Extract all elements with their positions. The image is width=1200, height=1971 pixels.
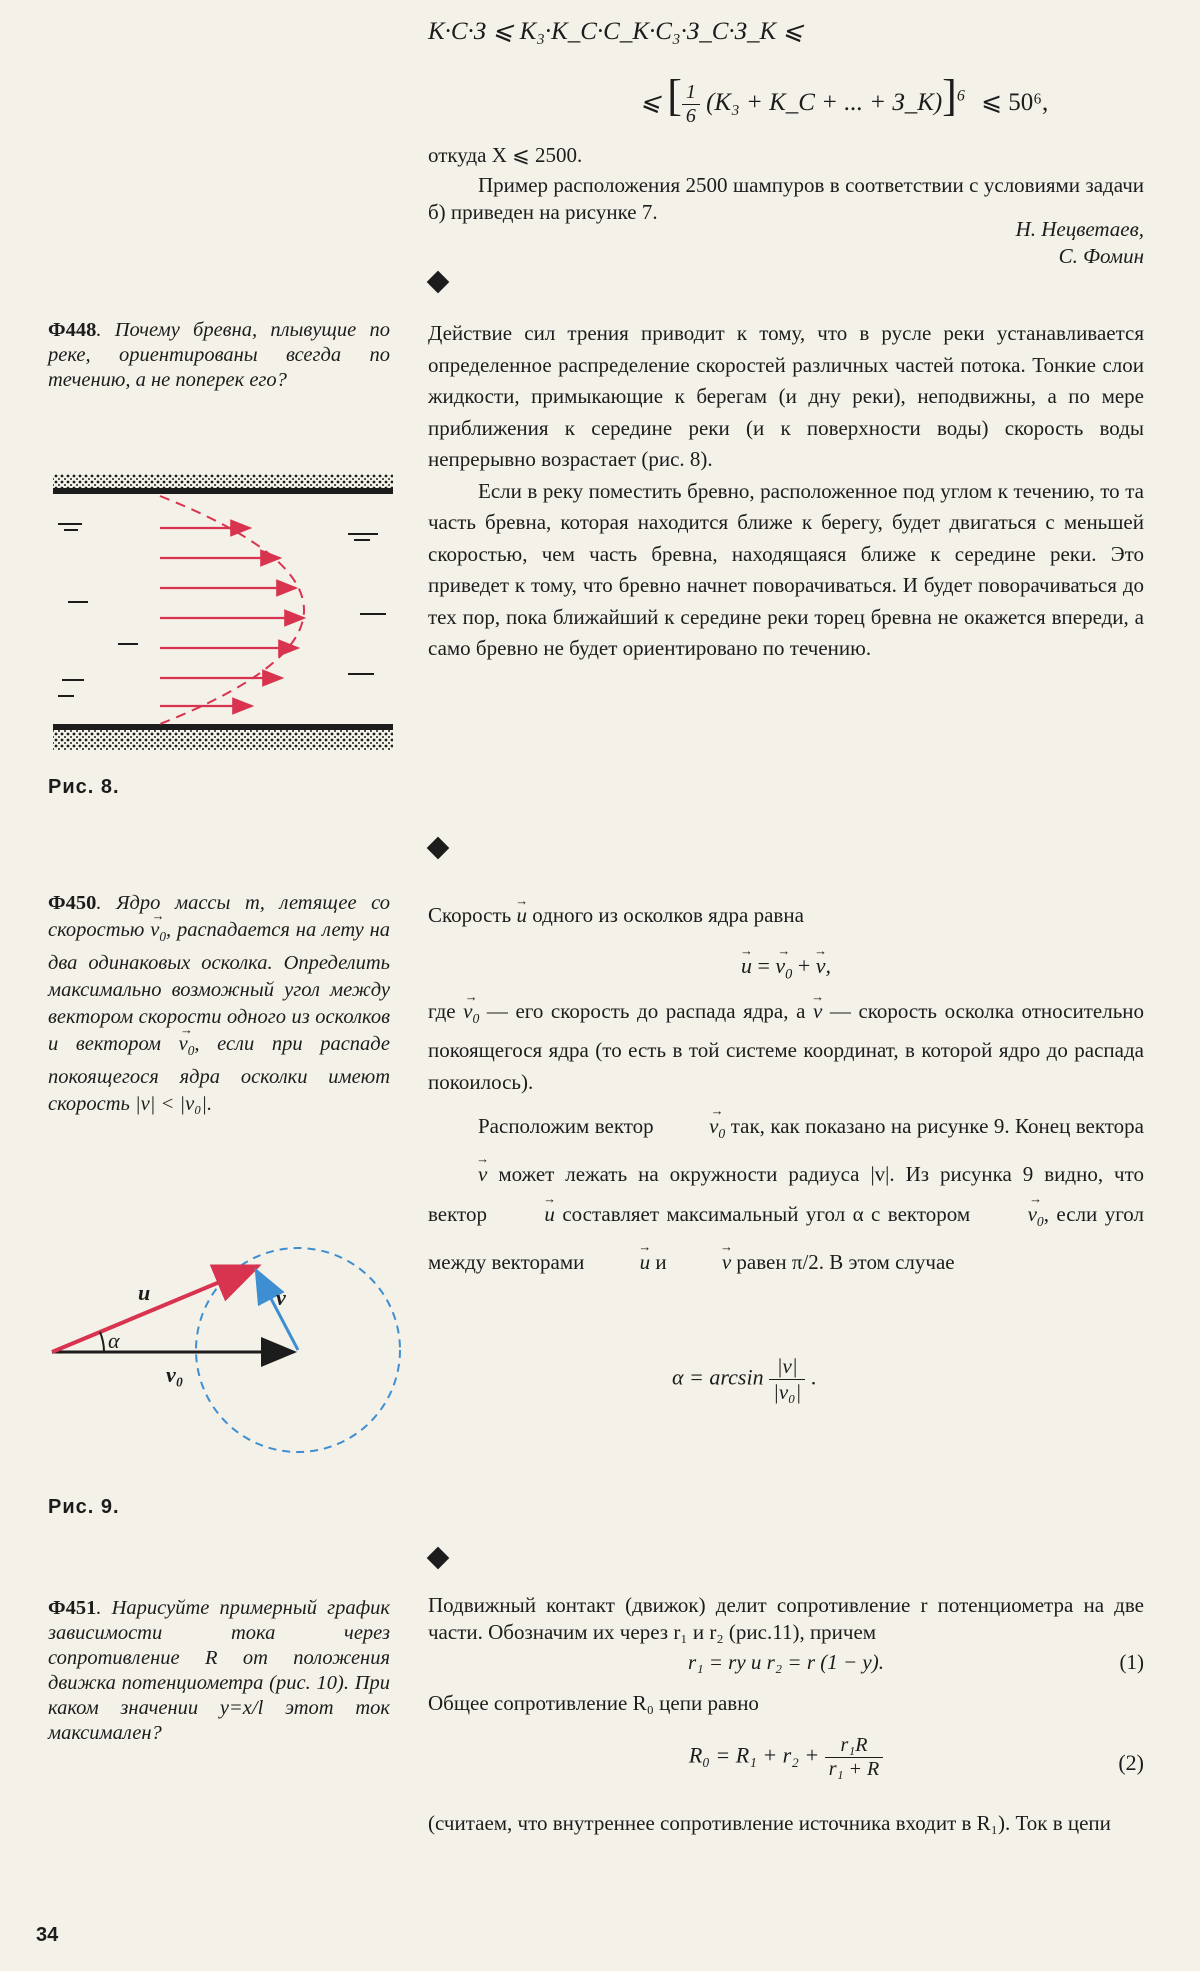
f448-question [48,318,390,393]
authors [900,216,1144,270]
f450-answer [428,900,1144,1282]
label-alpha: α [108,1328,120,1353]
top-formula-line2: ⩽ [ $\frac{1}{6}$ (К₃ + К_С + ... + З_К)]$^6$ ⩽ 50⁶, [640,71,1049,127]
river-bank-bottom [53,724,393,750]
equation-1: r₁ = ry и r₂ = r (1 − y). (1) [688,1650,1144,1674]
f451-question-text: . Нарисуйте примерный график зависимости тока через сопротивление R от положения движка потенциометра (рис. 10). При каком значении y=x/l этот ток максимален? [48,1597,390,1744]
f451-answer-p2: Общее сопротивление R₀ цепи равно [428,1691,759,1715]
f448-question-text: . Почему бревна, плывущие по реке, ориентированы всегда по течению, а не поперек его? [48,319,390,391]
f448-answer [428,318,1144,665]
formula-sum: (К₃ + К_С + ... + З_К) [706,89,943,116]
figure-8-river [48,474,398,754]
equation-alpha: α = arcsin $\frac{|v|}{\text{|v₀|}}$ . [672,1354,817,1404]
label-v: v [276,1285,286,1310]
angle-alpha-arc [100,1332,104,1352]
f451-answer-p1: Подвижный контакт (движок) делит сопротивление r потенциометра на две части. Обозначим их через r₁ и r₂ (рис.11), причем [428,1593,1144,1644]
section-diamond-2 [427,837,450,860]
f451-question [48,1596,390,1746]
vector-v-arrow [256,1270,298,1350]
label-u: u [138,1280,151,1305]
example-paragraph: Пример расположения 2500 шампуров в соответствии с условиями задачи б) приведен на рисунке 7. [428,172,1144,224]
figure-9-vectors [48,1240,408,1470]
river-bank-top [53,474,393,494]
f451-number: Ф451 [48,1597,97,1619]
f448-answer-p2: Если в реку поместить бревно, расположенное под углом к течению, то та часть бревна, которая находится ближе к берегу, будет двигаться с меньшей скоростью, чем часть бревна, находящаяся ближе к середине реки. Это приведет к тому, что бревно начнет поворачиваться. И будет поворачиваться до тех пор, пока ближайший к середине реки торец бревна не окажется впереди, а само бревно не будет ориентировано по течению. [428,478,1144,660]
f448-number: Ф448 [48,319,97,341]
vector-u: → u [517,900,528,932]
figure-9-caption: Рис. 9. [48,1496,120,1518]
f448-answer-p1: Действие сил трения приводит к тому, что в русле реки устанавливается определенное распределение скоростей различных частей потока. Тонкие слои жидкости, примыкающие к берегам (и дну реки), неподвижны, а по мере приближения к середине реки (и к поверхности воды) скорость воды непрерывно возрастает (рис. 8). [428,321,1144,471]
top-text-block [428,140,1144,226]
top-formula-line1: К·С·З ⩽ К₃·К_С·С_К·С₃·З_С·З_К ⩽ [428,18,804,45]
section-diamond-3 [427,1547,450,1570]
f450-answer-p2: где → $v_0$ — его скорость до распада ядра, а → v — скорость осколка относительно покоящегося ядра (то есть в той системе координат, в которой ядро до распада покоилось). [428,996,1144,1098]
equation-u: → u = → $v_0$ + → v, [428,950,1144,991]
page-number: 34 [36,1924,59,1946]
vector-u-arrow [52,1266,258,1352]
section-diamond-1 [427,271,450,294]
formula-fraction: $\frac{1}{6}$ [682,81,700,128]
f450-answer-line1: Скорость → u одного из осколков ядра равна [428,900,1144,932]
velocity-profile-curve [160,496,304,724]
f450-answer-p3: Расположим вектор → $v_0$ так, как показано на рисунке 9. Конец вектора → v может лежать на окружности радиуса |v|. Из рисунка 9 видно, что вектор → u составляет максимальный угол α с вектором → $v_0$, если угол между векторами → u и → v равен π/2. В этом случае [428,1106,1144,1282]
f450-number: Ф450 [48,892,97,914]
author-2: С. Фомин [1058,244,1144,268]
formula-exponent: 6 [956,87,965,105]
f451-answer [428,1592,1144,1646]
f451-answer-p3: (считаем, что внутреннее сопротивление источника входит в R₁). Ток в цепи [428,1811,1111,1835]
formula-right: ⩽ 50⁶, [981,89,1049,116]
equation-2-number: (2) [1118,1750,1144,1775]
vector-v0: → $v_0$ [179,1031,195,1064]
f450-question: Ф450. Ядро массы m, летящее со скоростью → $v_0$, распадается на лету на два одинаковых осколка. Определить максимально возможный угол между вектором скорости одного из осколков и вектором → $v_0$, если при распаде покоящегося ядра осколки имеют скорость |v| < |v₀|. [48,890,390,1118]
vector-v0: → $v_0$ [150,917,166,950]
whence-line: откуда X ⩽ 2500. [428,143,583,167]
equation-1-number: (1) [1119,1650,1144,1674]
formula-leq: ⩽ [640,89,661,116]
label-v0: v₀ [166,1362,184,1387]
velocity-arrows [160,528,304,706]
figure-8-caption: Рис. 8. [48,776,120,798]
equation-2: R₀ = R₁ + r₂ + $\frac{\text{r₁R}}{\text{r₁ + R}}$ (2) [688,1734,1144,1780]
water-dashes [58,524,386,696]
author-1: Н. Нецветаев, [1015,217,1144,241]
